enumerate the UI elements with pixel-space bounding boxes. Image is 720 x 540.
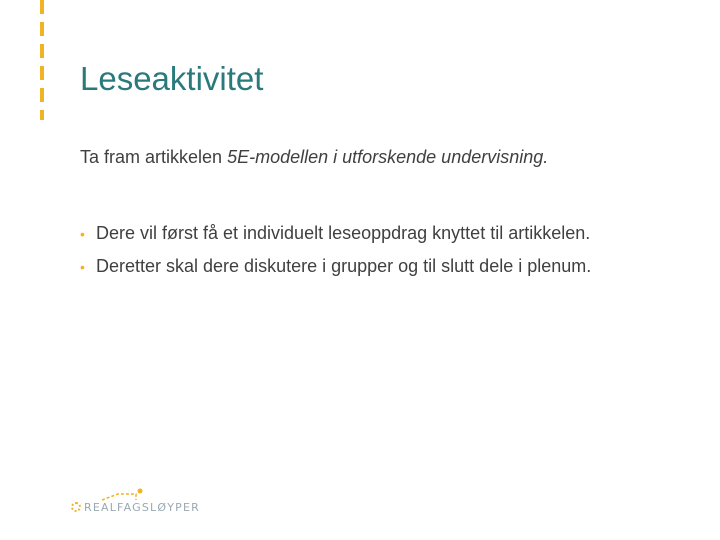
bullet-icon: •	[80, 259, 85, 275]
slide-title: Leseaktivitet	[80, 60, 264, 97]
logo-text: REALFAGSLØYPER	[84, 501, 200, 514]
bullet-icon: •	[80, 226, 85, 242]
list-item	[80, 250, 591, 283]
list-item	[80, 217, 591, 250]
sun-icon	[71, 502, 81, 512]
decorative-side-rule	[40, 0, 44, 120]
intro-text	[80, 147, 548, 168]
realfagsloyper-logo	[70, 488, 200, 518]
article-title: 5E-modellen i utforskende undervisning.	[227, 147, 549, 167]
bullet-list	[80, 217, 591, 283]
bullet-text: Deretter skal dere diskutere i grupper og til slutt dele i plenum.	[96, 256, 592, 276]
intro-prefix: Ta fram artikkelen	[80, 147, 228, 167]
bullet-text: Dere vil først få et individuelt leseoppdrag knyttet til artikkelen.	[96, 223, 591, 243]
